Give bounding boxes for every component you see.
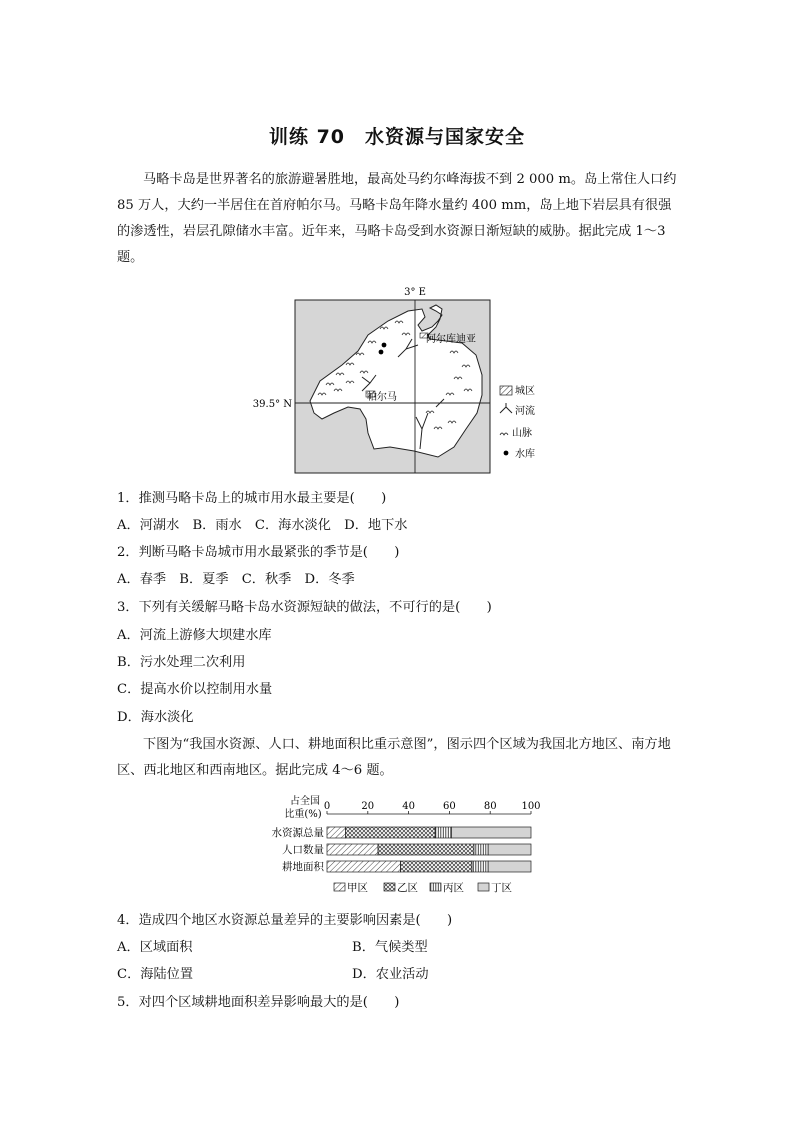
passage-mallorca: 马略卡岛是世界著名的旅游避暑胜地，最高处马约尔峰海拔不到 2 000 m。岛上常住人口约 85 万人，大约一半居住在首府帕尔马。马略卡岛年降水量约 400 mm，岛上地下岩层具有很强的渗透性，岩层孔隙储水丰富。近年来，马略卡岛受到水资源日渐短缺的威胁。据此完成 1～3 题。	[117, 172, 677, 265]
chart-bar-segment-4	[488, 844, 531, 855]
chart-tick-label: 40	[402, 801, 415, 812]
water-resource-chart	[250, 793, 550, 898]
q1-stem: 1．推测马略卡岛上的城市用水最主要是( )	[117, 491, 387, 506]
q4-stem: 4．造成四个地区水资源总量差异的主要影响因素是( )	[117, 913, 453, 928]
passage-china-water: 下图为“我国水资源、人口、耕地面积比重示意图”，图示四个区域为我国北方地区、南方地区、西北地区和西南地区。据此完成 4～6 题。	[117, 737, 671, 778]
legend-city: 城区	[515, 386, 535, 397]
chart-bar-segment-1	[327, 827, 345, 838]
chart-legend-label: 乙区	[397, 882, 418, 894]
page-title: 训练 70 水资源与国家安全	[268, 126, 526, 148]
reservoir-dot	[382, 343, 387, 348]
q4-option-d: D．农业活动	[352, 967, 429, 982]
chart-legend-label: 丙区	[443, 882, 464, 894]
chart-ylabel-2: 比重(%)	[284, 809, 322, 820]
city-label-palma: 帕尔马	[367, 392, 397, 403]
q2-options: A．春季 B．夏季 C．秋季 D．冬季	[117, 572, 355, 587]
chart-bar-segment-1	[327, 861, 400, 872]
chart-bar-segment-4	[451, 827, 531, 838]
chart-tick-label: 80	[483, 801, 497, 812]
chart-legend-swatch	[384, 883, 395, 891]
lon-label: 3° E	[404, 287, 426, 298]
q3-option-d: D．海水淡化	[117, 710, 194, 725]
chart-category-label: 耕地面积	[282, 861, 324, 873]
chart-bar-segment-3	[435, 827, 451, 838]
chart-legend-label: 甲区	[347, 882, 368, 894]
q2-stem: 2．判断马略卡岛城市用水最紧张的季节是( )	[117, 545, 400, 560]
legend-reservoir: 水库	[515, 449, 535, 460]
chart-bar-segment-3	[472, 861, 488, 872]
mallorca-map	[250, 283, 550, 478]
chart-bar-segment-2	[345, 827, 435, 838]
q5-stem: 5．对四个区域耕地面积差异影响最大的是( )	[117, 995, 400, 1010]
chart-bar-segment-3	[474, 844, 488, 855]
q4-option-c: C．海陆位置	[117, 967, 194, 982]
chart-bar-segment-2	[378, 844, 474, 855]
chart-legend-swatch	[478, 883, 489, 891]
city-label-alcudia: 阿尔库迪亚	[426, 334, 476, 345]
q4-option-a: A．区域面积	[117, 940, 193, 955]
lat-label: 39.5° N	[252, 399, 292, 410]
chart-bar-segment-2	[400, 861, 471, 872]
reservoir-dot	[379, 350, 384, 355]
map-legend	[500, 384, 535, 460]
q4-option-b: B．气候类型	[352, 940, 428, 955]
chart-legend-swatch	[334, 883, 345, 891]
chart-bar-segment-4	[488, 861, 531, 872]
q3-option-a: A．河流上游修大坝建水库	[117, 628, 272, 643]
q3-stem: 3．下列有关缓解马略卡岛水资源短缺的做法，不可行的是( )	[117, 600, 492, 615]
chart-legend-swatch	[430, 883, 441, 891]
chart-tick-label: 20	[361, 801, 375, 812]
chart-bar-segment-1	[327, 844, 378, 855]
q3-option-c: C．提高水价以控制用水量	[117, 682, 273, 697]
chart-tick-label: 60	[443, 801, 456, 812]
chart-legend-label: 丁区	[491, 882, 512, 894]
legend-mountain: 山脉	[512, 428, 532, 439]
legend-river: 河流	[515, 406, 535, 417]
chart-ylabel-1: 占全国	[290, 796, 320, 807]
q1-options: A．河湖水 B．雨水 C．海水淡化 D．地下水	[117, 518, 408, 533]
q3-option-b: B．污水处理二次利用	[117, 655, 246, 670]
chart-tick-label: 100	[521, 801, 541, 812]
chart-category-label: 水资源总量	[271, 827, 324, 839]
chart-tick-label: 0	[323, 801, 331, 812]
chart-category-label: 人口数量	[282, 844, 324, 856]
